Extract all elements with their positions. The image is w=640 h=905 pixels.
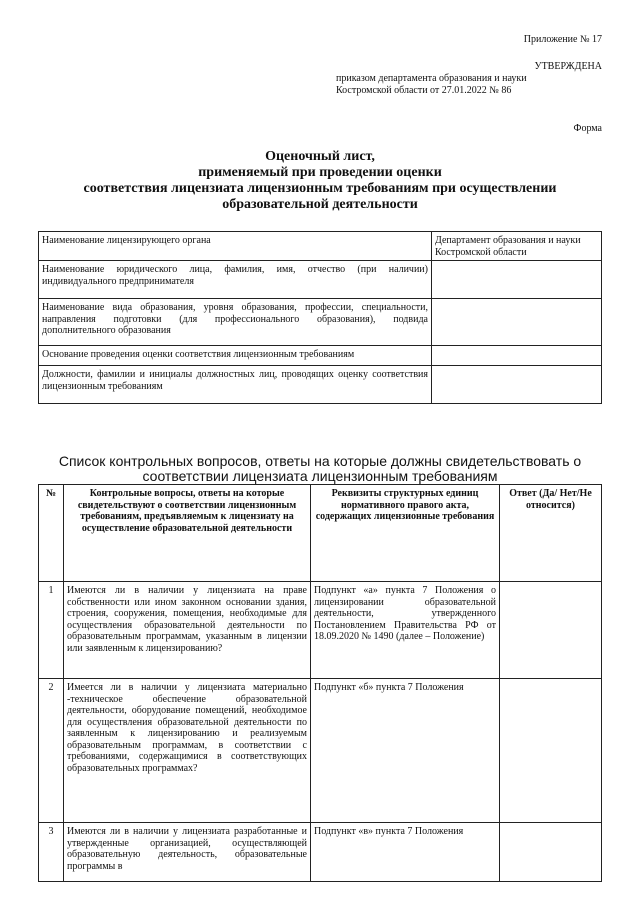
info-value [432, 261, 602, 299]
order-reference [336, 73, 527, 97]
row-reference: Подпункт «б» пункта 7 Положения [311, 679, 500, 823]
info-label: Наименование вида образования, уровня образования, профессии, специальности, направления подготовки (для профессионального образования), подвида дополнительного образования [39, 299, 432, 346]
header-num: № [39, 485, 64, 582]
document-title [38, 149, 602, 213]
title-line-2: применяемый при проведении оценки [198, 165, 442, 180]
row-question: Имеются ли в наличии у лицензиата на праве собственности или ином законном основании здания, строения, сооружения, помещения, необходимые для осуществления образовательной деятельности по образовательным программам, указанным в лицензии или заявленным к лицензированию? [64, 582, 311, 679]
approved-stamp-text: УТВЕРЖДЕНА [534, 61, 602, 72]
list-heading-line-2: соответствии лицензиата лицензионным требованиям [142, 468, 498, 484]
order-line-2: Костромской области от 27.01.2022 № 86 [336, 85, 512, 96]
info-row-education-type [39, 299, 602, 346]
header-answer: Ответ (Да/ Нет/Не относится) [500, 485, 602, 582]
info-row-entity-name [39, 261, 602, 299]
list-heading-line-1: Список контрольных вопросов, ответы на которые должны свидетельствовать о [58, 453, 582, 469]
info-label: Наименование лицензирующего органа [39, 232, 432, 261]
info-row-officials [39, 366, 602, 404]
info-value: Департамент образования и науки Костромской области [432, 232, 602, 261]
appendix-number: Приложение № 17 [523, 34, 602, 45]
title-line-4: образовательной деятельности [222, 197, 418, 212]
row-answer[interactable] [500, 823, 602, 882]
row-num: 2 [39, 679, 64, 823]
question-list-heading [38, 454, 602, 484]
info-label: Наименование юридического лица, фамилия, имя, отчество (при наличии) индивидуального предпринимателя [39, 261, 432, 299]
header-reference: Реквизиты структурных единиц нормативного правого акта, содержащих лицензионные требования [311, 485, 500, 582]
question-table [38, 484, 602, 882]
table-row [39, 582, 602, 679]
question-table-header [39, 485, 602, 582]
info-table [38, 231, 602, 404]
row-question: Имеются ли в наличии у лицензиата разработанные и утвержденные организацией, осуществляющей образовательную деятельность, образовательные программы в [64, 823, 311, 882]
title-line-1: Оценочный лист, [265, 149, 375, 164]
row-num: 3 [39, 823, 64, 882]
order-line-1: приказом департамента образования и науки [336, 73, 527, 84]
title-line-3: соответствия лицензиата лицензионным требованиям при осуществлении [83, 181, 557, 196]
header-question: Контрольные вопросы, ответы на которые свидетельствуют о соответствии лицензионным требованиям, предъявляемым к лицензиату на осуществление образовательной деятельности [64, 485, 311, 582]
row-answer[interactable] [500, 582, 602, 679]
info-value [432, 346, 602, 366]
info-label: Должности, фамилии и инициалы должностных лиц, проводящих оценку соответствия лицензионным требованиям [39, 366, 432, 404]
row-num: 1 [39, 582, 64, 679]
row-answer[interactable] [500, 679, 602, 823]
row-question: Имеется ли в наличии у лицензиата материально -техническое обеспечение образовательной деятельности, оборудование помещений, необходимое для осуществления образовательной деятельности по заявленным к лицензированию и реализуемым образовательным программам, в соответствии с требованиями, содержащимися в соответствующих образовательных программах? [64, 679, 311, 823]
row-reference: Подпункт «в» пункта 7 Положения [311, 823, 500, 882]
info-value [432, 299, 602, 346]
table-row [39, 823, 602, 882]
table-row [39, 679, 602, 823]
info-label: Основание проведения оценки соответствия лицензионным требованиям [39, 346, 432, 366]
info-row-licensing-body [39, 232, 602, 261]
info-value [432, 366, 602, 404]
row-reference: Подпункт «а» пункта 7 Положения о лицензировании образовательной деятельности, утвержденного Постановлением Правительства РФ от 18.09.2020 № 1490 (далее – Положение) [311, 582, 500, 679]
form-label: Форма [573, 123, 602, 134]
info-row-basis [39, 346, 602, 366]
